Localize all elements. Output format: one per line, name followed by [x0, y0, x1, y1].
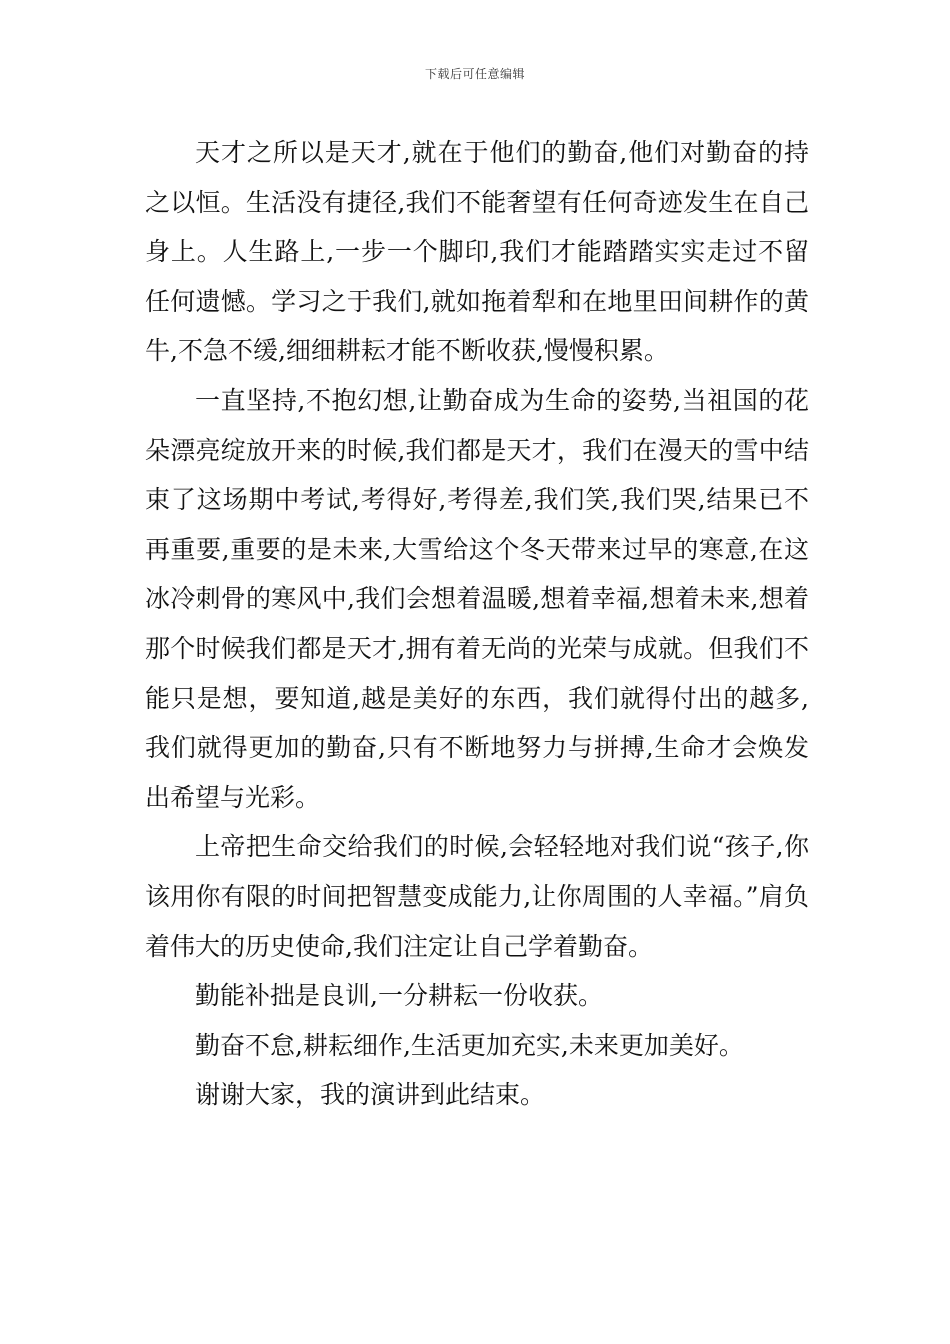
paragraph-3: 上帝把生命交给我们的时候,会轻轻地对我们说“孩子,你该用你有限的时间把智慧变成能力,让你周围的人幸福。”肩负着伟大的历史使命,我们注定让自己学着勤奋。	[145, 832, 809, 961]
paragraph-5: 勤奋不怠,耕耘细作,生活更加充实,未来更加美好。	[195, 1030, 744, 1060]
page-header: 下载后可任意编辑	[424, 67, 525, 81]
paragraph-2: 一直坚持,不抱幻想,让勤奋成为生命的姿势,当祖国的花朵漂亮绽放开来的时候,我们都是天才，我们在漫天的雪中结束了这场期中考试,考得好,考得差,我们笑,我们哭,结果已不再重要,重要的是未来,大雪给这个冬天带来过早的寒意,在这冰冷刺骨的寒风中,我们会想着温暖,想着幸福,想着未来,想着那个时候我们都是天才,拥有着无尚的光荣与成就。但我们不能只是想，要知道,越是美好的东西，我们就得付出的越多,我们就得更加的勤奋,只有不断地努力与拼搏,生命才会焕发出希望与光彩。	[145, 385, 809, 812]
speech-body	[145, 128, 809, 1120]
paragraph-1: 天才之所以是天才,就在于他们的勤奋,他们对勤奋的持之以恒。生活没有捷径,我们不能奢望有任何奇迹发生在自己身上。人生路上,一步一个脚印,我们才能踏踏实实走过不留任何遗憾。学习之于我们,就如拖着犁和在地里田间耕作的黄牛,不急不缓,细细耕耘才能不断收获,慢慢积累。	[145, 138, 809, 366]
paragraph-4: 勤能补拙是良训,一分耕耘一份收获。	[195, 981, 603, 1011]
paragraph-6: 谢谢大家，我的演讲到此结束。	[195, 1080, 546, 1110]
